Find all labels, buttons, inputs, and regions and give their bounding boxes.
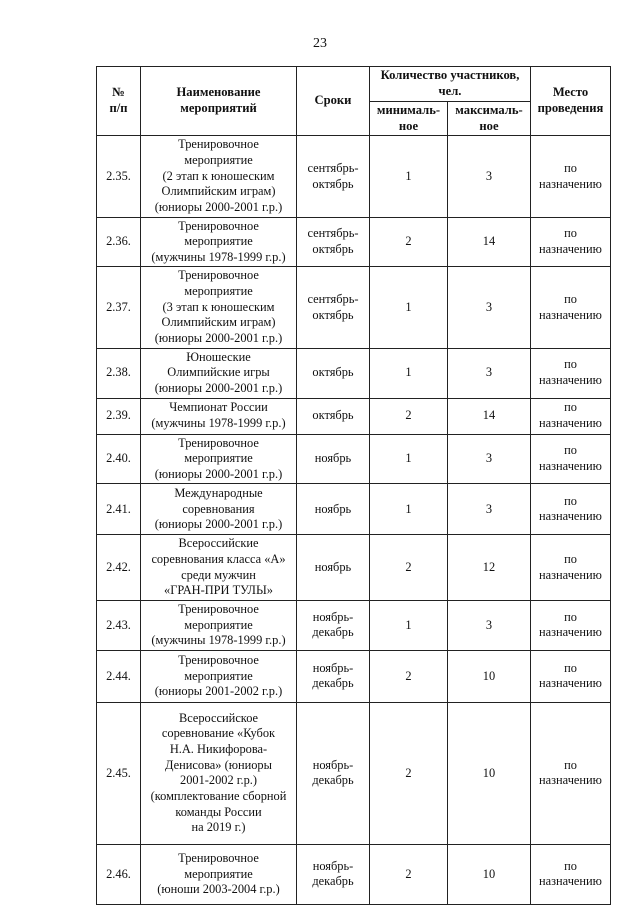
table-row: [97, 434, 611, 484]
event-name: Чемпионат России (мужчины 1978-1999 г.р.): [141, 398, 297, 434]
table-row: [97, 702, 611, 844]
header-max: максималь- ное: [448, 101, 531, 136]
row-number: 2.35.: [97, 136, 141, 217]
participants-max: 3: [448, 434, 531, 484]
participants-min: 2: [370, 844, 448, 904]
event-dates: ноябрь: [297, 434, 370, 484]
participants-min: 2: [370, 702, 448, 844]
row-number: 2.38.: [97, 348, 141, 398]
events-table: [96, 66, 611, 905]
event-name: Всероссийские соревнования класса «А» среди мужчин «ГРАН-ПРИ ТУЛЫ»: [141, 535, 297, 601]
event-name: Тренировочное мероприятие (3 этап к юношеским Олимпийским играм) (юниоры 2000-2001 г.р.): [141, 267, 297, 348]
participants-max: 10: [448, 702, 531, 844]
table-row: [97, 535, 611, 601]
participants-max: 10: [448, 650, 531, 702]
event-place: по назначению: [531, 217, 611, 267]
event-dates: сентябрь- октябрь: [297, 217, 370, 267]
event-name: Тренировочное мероприятие (юниоры 2000-2001 г.р.): [141, 434, 297, 484]
row-number: 2.43.: [97, 600, 141, 650]
participants-max: 10: [448, 844, 531, 904]
event-dates: ноябрь: [297, 484, 370, 535]
event-name: Всероссийское соревнование «Кубок Н.А. Никифорова- Денисова» (юниоры 2001-2002 г.р.) (комплектование сборной команды России на 2019 г.): [141, 702, 297, 844]
event-dates: ноябрь: [297, 535, 370, 601]
header-row: [97, 67, 611, 102]
event-place: по назначению: [531, 434, 611, 484]
event-name: Юношеские Олимпийские игры (юниоры 2000-2001 г.р.): [141, 348, 297, 398]
participants-min: 2: [370, 398, 448, 434]
header-num: № п/п: [97, 67, 141, 136]
row-number: 2.42.: [97, 535, 141, 601]
participants-min: 2: [370, 217, 448, 267]
participants-max: 3: [448, 484, 531, 535]
event-place: по назначению: [531, 650, 611, 702]
row-number: 2.37.: [97, 267, 141, 348]
event-place: по назначению: [531, 136, 611, 217]
event-name: Тренировочное мероприятие (юниоры 2001-2002 г.р.): [141, 650, 297, 702]
row-number: 2.46.: [97, 844, 141, 904]
table-row: [97, 600, 611, 650]
table-row: [97, 844, 611, 904]
event-place: по назначению: [531, 600, 611, 650]
header-participants: Количество участников, чел.: [370, 67, 531, 102]
event-place: по назначению: [531, 484, 611, 535]
table-row: [97, 484, 611, 535]
participants-min: 1: [370, 267, 448, 348]
row-number: 2.40.: [97, 434, 141, 484]
page-number: 23: [313, 36, 327, 51]
participants-max: 3: [448, 348, 531, 398]
participants-max: 12: [448, 535, 531, 601]
event-name: Тренировочное мероприятие (юноши 2003-2004 г.р.): [141, 844, 297, 904]
event-place: по назначению: [531, 398, 611, 434]
event-dates: ноябрь- декабрь: [297, 600, 370, 650]
event-name: Тренировочное мероприятие (2 этап к юношеским Олимпийским играм) (юниоры 2000-2001 г.р.): [141, 136, 297, 217]
row-number: 2.45.: [97, 702, 141, 844]
row-number: 2.41.: [97, 484, 141, 535]
table-row: [97, 398, 611, 434]
row-number: 2.44.: [97, 650, 141, 702]
participants-min: 1: [370, 484, 448, 535]
event-place: по назначению: [531, 267, 611, 348]
header-dates: Сроки: [297, 67, 370, 136]
event-place: по назначению: [531, 348, 611, 398]
participants-max: 3: [448, 267, 531, 348]
table-row: [97, 348, 611, 398]
table-row: [97, 267, 611, 348]
header-place: Место проведения: [531, 67, 611, 136]
participants-min: 1: [370, 434, 448, 484]
row-number: 2.39.: [97, 398, 141, 434]
table-row: [97, 650, 611, 702]
event-name: Тренировочное мероприятие (мужчины 1978-1999 г.р.): [141, 600, 297, 650]
event-dates: октябрь: [297, 348, 370, 398]
event-dates: ноябрь- декабрь: [297, 650, 370, 702]
event-dates: сентябрь- октябрь: [297, 267, 370, 348]
event-place: по назначению: [531, 535, 611, 601]
event-name: Международные соревнования (юниоры 2000-2001 г.р.): [141, 484, 297, 535]
event-place: по назначению: [531, 844, 611, 904]
event-dates: ноябрь- декабрь: [297, 844, 370, 904]
event-dates: ноябрь- декабрь: [297, 702, 370, 844]
participants-min: 2: [370, 535, 448, 601]
row-number: 2.36.: [97, 217, 141, 267]
participants-min: 2: [370, 650, 448, 702]
event-name: Тренировочное мероприятие (мужчины 1978-1999 г.р.): [141, 217, 297, 267]
event-dates: сентябрь- октябрь: [297, 136, 370, 217]
table-row: [97, 217, 611, 267]
participants-min: 1: [370, 348, 448, 398]
participants-max: 3: [448, 136, 531, 217]
header-name: Наименование мероприятий: [141, 67, 297, 136]
event-place: по назначению: [531, 702, 611, 844]
participants-max: 3: [448, 600, 531, 650]
participants-min: 1: [370, 600, 448, 650]
participants-max: 14: [448, 398, 531, 434]
header-min: минималь- ное: [370, 101, 448, 136]
event-dates: октябрь: [297, 398, 370, 434]
table-row: [97, 136, 611, 217]
participants-max: 14: [448, 217, 531, 267]
participants-min: 1: [370, 136, 448, 217]
